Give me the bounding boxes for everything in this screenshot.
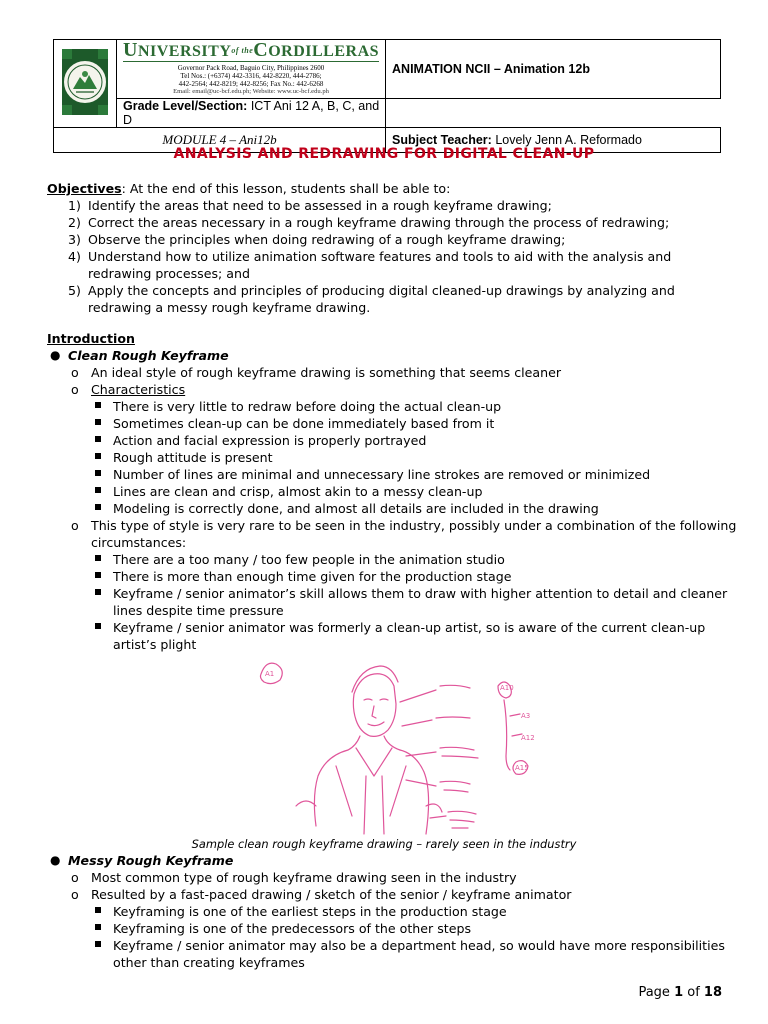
- grade-label: Grade Level/Section:: [123, 99, 248, 113]
- teacher-value: Lovely Jenn A. Reformado: [491, 133, 642, 147]
- square-bullet-icon: [95, 487, 101, 493]
- drawing-label: A15: [515, 764, 529, 772]
- clean-rough-keyframe-item: ● Clean Rough Keyframe: [50, 348, 229, 363]
- bullet-icon: ●: [50, 348, 61, 362]
- messy-section: [47, 852, 737, 971]
- grade-cell: [117, 99, 386, 128]
- university-info: [117, 40, 386, 99]
- objective-item: 5) Apply the concepts and principles of producing digital cleaned-up drawings by analyzing and redrawing a messy rough keyframe drawing.: [68, 283, 675, 315]
- objectives-intro: Objectives: At the end of this lesson, students shall be able to:: [47, 181, 451, 196]
- bullet-icon: ●: [50, 853, 61, 867]
- drawing-label: A12: [521, 734, 535, 742]
- square-bullet-icon: [95, 589, 101, 595]
- sub-item: o Resulted by a fast-paced drawing / sketch of the senior / keyframe animator: [71, 887, 572, 902]
- page-number: 1: [674, 985, 684, 1000]
- messy-point: Keyframing is one of the predecessors of the other steps: [47, 920, 737, 937]
- square-bullet-icon: [95, 453, 101, 459]
- header-table: [53, 39, 721, 153]
- drawing-label: A10: [500, 684, 514, 692]
- drawing-label: A3: [521, 712, 531, 720]
- circumstance: There are a too many / too few people in the animation studio: [47, 551, 737, 568]
- messy-point: Keyframing is one of the earliest steps in the production stage: [47, 903, 737, 920]
- square-bullet-icon: [95, 402, 101, 408]
- sub-item: o This type of style is very rare to be seen in the industry, possibly under a combination of the following circumstances:: [71, 518, 737, 550]
- circumstance: There is more than enough time given for the production stage: [47, 568, 737, 585]
- circle-bullet-icon: o: [71, 870, 79, 885]
- square-bullet-icon: [95, 924, 101, 930]
- characteristic: Rough attitude is present: [47, 449, 737, 466]
- circumstance: Keyframe / senior animator’s skill allows them to draw with higher attention to detail and cleaner lines despite time pressure: [47, 585, 737, 619]
- drawing-label: A1: [265, 670, 275, 678]
- circle-bullet-icon: o: [71, 365, 79, 380]
- square-bullet-icon: [95, 572, 101, 578]
- objectives-label: Objectives: [47, 181, 122, 196]
- sub-item: o Most common type of rough keyframe drawing seen in the industry: [71, 870, 517, 885]
- main-content: [47, 180, 737, 653]
- address-line: Governor Pack Road, Baguio City, Philippines 2600: [177, 64, 325, 72]
- circle-bullet-icon: o: [71, 518, 79, 533]
- university-seal-icon: [58, 45, 112, 119]
- objective-item: 2) Correct the areas necessary in a rough keyframe drawing through the process of redrawing;: [68, 215, 670, 230]
- email-line: Email: email@uc-bcf.edu.ph; Website: www.uc-bcf.edu.ph: [173, 88, 329, 95]
- characteristic: Number of lines are minimal and unnecessary line strokes are removed or minimized: [47, 466, 737, 483]
- grade-value: ICT Ani 12 A, B, C, and D: [123, 99, 380, 127]
- objective-item: 4) Understand how to utilize animation software features and tools to aid with the analysis and redrawing processes; and: [68, 249, 672, 281]
- square-bullet-icon: [95, 907, 101, 913]
- characteristic: There is very little to redraw before doing the actual clean-up: [47, 398, 737, 415]
- characteristic: Lines are clean and crisp, almost akin to a messy clean-up: [47, 483, 737, 500]
- course-title: ANIMATION NCII – Animation 12b: [392, 62, 590, 76]
- university-name: UNIVERSITYof theCORDILLERAS: [123, 39, 380, 61]
- square-bullet-icon: [95, 470, 101, 476]
- figure-caption: Sample clean rough keyframe drawing – rarely seen in the industry: [191, 837, 577, 851]
- messy-rough-keyframe-item: ● Messy Rough Keyframe: [50, 853, 234, 868]
- university-seal: [54, 40, 117, 128]
- university-rule: [123, 61, 379, 62]
- phone-line: Tel Nos.: (+6374) 442-3316, 442-8220, 444-2786;: [180, 72, 322, 80]
- page-footer: Page 1 of 18: [638, 985, 722, 1000]
- circle-bullet-icon: o: [71, 382, 79, 397]
- sub-item: o An ideal style of rough keyframe drawing is something that seems cleaner: [71, 365, 562, 380]
- objective-item: 1) Identify the areas that need to be assessed in a rough keyframe drawing;: [68, 198, 552, 213]
- characteristic: Modeling is correctly done, and almost all details are included in the drawing: [47, 500, 737, 517]
- circle-bullet-icon: o: [71, 887, 79, 902]
- messy-point: Keyframe / senior animator may also be a department head, so would have more responsibilities other than creating keyframes: [47, 937, 737, 971]
- square-bullet-icon: [95, 419, 101, 425]
- module-label: MODULE 4 – Ani12b: [162, 132, 277, 147]
- square-bullet-icon: [95, 436, 101, 442]
- total-pages: 18: [703, 985, 722, 1000]
- circumstance: Keyframe / senior animator was formerly a clean-up artist, so is aware of the current clean-up artist’s plight: [47, 619, 737, 653]
- teacher-label: Subject Teacher:: [392, 133, 492, 147]
- course-cell: [386, 40, 721, 99]
- square-bullet-icon: [95, 555, 101, 561]
- square-bullet-icon: [95, 623, 101, 629]
- characteristic: Sometimes clean-up can be done immediately based from it: [47, 415, 737, 432]
- phone-line-2: 442-2564; 442-8219; 442-8256; Fax No.: 442-6268: [178, 80, 324, 88]
- introduction-heading: Introduction: [47, 331, 135, 346]
- characteristic: Action and facial expression is properly portrayed: [47, 432, 737, 449]
- objective-item: 3) Observe the principles when doing redrawing of a rough keyframe drawing;: [68, 232, 566, 247]
- sample-keyframe-drawing: [256, 656, 576, 836]
- characteristics-item: o Characteristics: [71, 382, 186, 397]
- square-bullet-icon: [95, 504, 101, 510]
- page-title: ANALYSIS AND REDRAWING FOR DIGITAL CLEAN-UP: [173, 146, 595, 162]
- square-bullet-icon: [95, 941, 101, 947]
